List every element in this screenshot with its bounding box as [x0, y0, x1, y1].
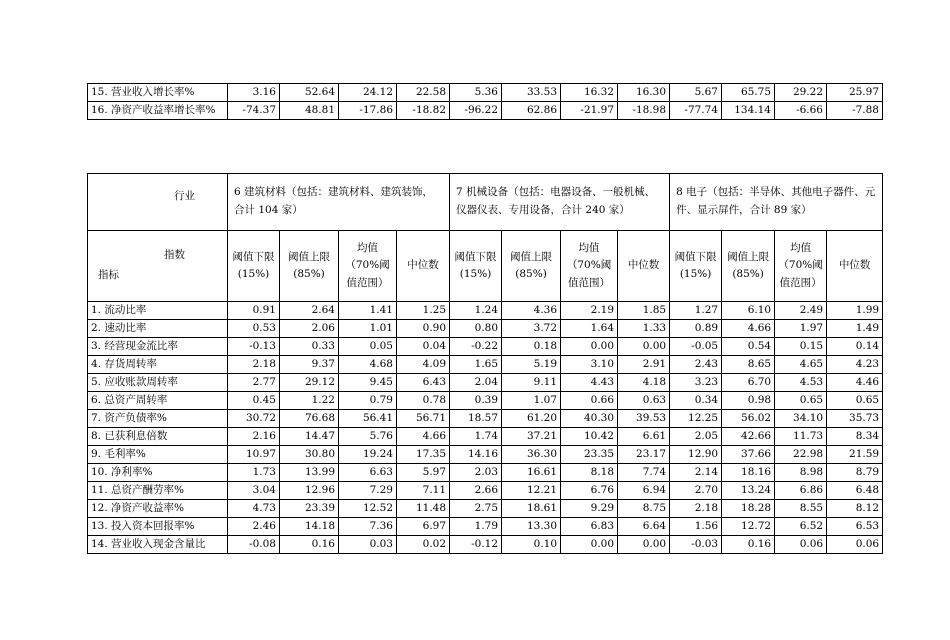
table-cell: 0.79 [339, 392, 397, 410]
table-cell: 6.48 [827, 482, 883, 500]
table-cell: 25.97 [827, 84, 883, 102]
table-cell: 7.11 [397, 482, 450, 500]
table-cell: 0.10 [502, 536, 561, 554]
table-cell: 1.07 [502, 392, 561, 410]
table-cell: 11.73 [775, 428, 827, 446]
table-cell: 10.42 [561, 428, 618, 446]
table-cell: 5.76 [339, 428, 397, 446]
table-cell: 37.21 [502, 428, 561, 446]
table-cell: 1.33 [618, 320, 670, 338]
table-cell: 1.79 [450, 518, 502, 536]
row-label: 14. 营业收入现金含量比 [88, 536, 228, 554]
table-cell: 1.49 [827, 320, 883, 338]
industry-header-8: 8 电子（包括：半导体、其他电子器件、元件、显示屏件，合计 89 家） [670, 174, 883, 231]
table-cell: 14.18 [280, 518, 339, 536]
table-cell: 0.14 [827, 338, 883, 356]
row-label: 3. 经营现金流比率 [88, 338, 228, 356]
table-cell: 2.46 [228, 518, 280, 536]
table-cell: 3.23 [670, 374, 722, 392]
table-cell: 0.90 [397, 320, 450, 338]
table-cell: 16.61 [502, 464, 561, 482]
column-subheader: 阈值下限(15%) [228, 231, 280, 302]
table-cell: 0.18 [502, 338, 561, 356]
table-cell: 9.37 [280, 356, 339, 374]
table-cell: 23.35 [561, 446, 618, 464]
table-cell: 22.58 [397, 84, 450, 102]
table-cell: 10.97 [228, 446, 280, 464]
row-label: 11. 总资产酬劳率% [88, 482, 228, 500]
row-label: 8. 已获利息倍数 [88, 428, 228, 446]
table-cell: 18.28 [722, 500, 775, 518]
table-cell: 13.99 [280, 464, 339, 482]
table-cell: 1.01 [339, 320, 397, 338]
industry-header-row [88, 174, 883, 231]
table-cell: 0.89 [670, 320, 722, 338]
table-cell: -0.12 [450, 536, 502, 554]
table-cell: 6.86 [775, 482, 827, 500]
table-cell: 0.03 [339, 536, 397, 554]
column-subheader: 阈值上限(85%) [502, 231, 561, 302]
subheader-row [88, 231, 883, 302]
table-cell: 56.41 [339, 410, 397, 428]
table-cell: 1.74 [450, 428, 502, 446]
table-cell: 0.98 [722, 392, 775, 410]
row-label: 15. 营业收入增长率% [88, 84, 228, 102]
table-cell: 0.00 [561, 536, 618, 554]
table-cell: 0.54 [722, 338, 775, 356]
table-row [88, 428, 883, 446]
table-cell: 56.02 [722, 410, 775, 428]
table-cell: 2.16 [228, 428, 280, 446]
table-cell: 2.18 [670, 500, 722, 518]
table-cell: 1.99 [827, 302, 883, 320]
table-cell: 0.45 [228, 392, 280, 410]
table-cell: 4.09 [397, 356, 450, 374]
table-cell: 6.53 [827, 518, 883, 536]
table-cell: -21.97 [561, 102, 618, 120]
column-subheader: 均值（70%阈值范围） [561, 231, 618, 302]
table-cell: 5.67 [670, 84, 722, 102]
table-cell: 12.25 [670, 410, 722, 428]
table-cell: 2.06 [280, 320, 339, 338]
table-cell: 6.70 [722, 374, 775, 392]
row-label: 16. 净资产收益率增长率% [88, 102, 228, 120]
table-cell: 8.75 [618, 500, 670, 518]
continuation-table [87, 83, 883, 120]
row-label: 9. 毛利率% [88, 446, 228, 464]
table-cell: 0.06 [827, 536, 883, 554]
table-cell: 4.18 [618, 374, 670, 392]
table-cell: 8.98 [775, 464, 827, 482]
table-cell: 0.80 [450, 320, 502, 338]
table-row [88, 392, 883, 410]
table-cell: 4.43 [561, 374, 618, 392]
table-cell: 14.47 [280, 428, 339, 446]
table-row [88, 338, 883, 356]
table-cell: 3.04 [228, 482, 280, 500]
table-cell: -7.88 [827, 102, 883, 120]
table-cell: 24.12 [339, 84, 397, 102]
table-cell: 2.43 [670, 356, 722, 374]
industry-metrics-table [87, 173, 883, 554]
header-corner-industry [88, 174, 228, 231]
table-cell: 1.85 [618, 302, 670, 320]
table-cell: 37.66 [722, 446, 775, 464]
table-row [88, 464, 883, 482]
table-cell: 0.00 [561, 338, 618, 356]
table-cell: 39.53 [618, 410, 670, 428]
table-cell: 2.75 [450, 500, 502, 518]
header-corner-indicator [88, 231, 228, 302]
table-cell: 16.32 [561, 84, 618, 102]
table-cell: 76.68 [280, 410, 339, 428]
row-label: 4. 存货周转率 [88, 356, 228, 374]
table-cell: 4.65 [775, 356, 827, 374]
table-cell: 0.00 [618, 536, 670, 554]
table-row [88, 518, 883, 536]
table-cell: 62.86 [502, 102, 561, 120]
table-cell: 8.55 [775, 500, 827, 518]
table-cell: 30.80 [280, 446, 339, 464]
table-cell: 29.12 [280, 374, 339, 392]
table-cell: 12.90 [670, 446, 722, 464]
table-cell: 4.36 [502, 302, 561, 320]
table-cell: 2.04 [450, 374, 502, 392]
table-cell: 0.33 [280, 338, 339, 356]
table-cell: 6.63 [339, 464, 397, 482]
table-cell: 7.36 [339, 518, 397, 536]
table-cell: 1.65 [450, 356, 502, 374]
table-cell: -17.86 [339, 102, 397, 120]
table-cell: 6.61 [618, 428, 670, 446]
table-cell: 1.64 [561, 320, 618, 338]
table-row [88, 482, 883, 500]
table-cell: 7.29 [339, 482, 397, 500]
table-row [88, 302, 883, 320]
column-subheader: 中位数 [397, 231, 450, 302]
table-row [88, 102, 883, 120]
table-cell: 17.35 [397, 446, 450, 464]
table-cell: 0.15 [775, 338, 827, 356]
column-subheader: 均值（70%阈值范围） [775, 231, 827, 302]
table-cell: 0.16 [280, 536, 339, 554]
table-cell: 6.64 [618, 518, 670, 536]
table-cell: 1.73 [228, 464, 280, 482]
table-cell: 2.14 [670, 464, 722, 482]
table-cell: 2.05 [670, 428, 722, 446]
table-cell: 1.41 [339, 302, 397, 320]
corner-indicator-label: 指数 [164, 249, 185, 261]
table-cell: 6.97 [397, 518, 450, 536]
table-cell: 0.65 [775, 392, 827, 410]
row-label: 7. 资产负债率% [88, 410, 228, 428]
table-cell: 1.27 [670, 302, 722, 320]
table-cell: 40.30 [561, 410, 618, 428]
table-cell: 12.21 [502, 482, 561, 500]
table-cell: 5.19 [502, 356, 561, 374]
table-cell: 0.91 [228, 302, 280, 320]
table-cell: 0.02 [397, 536, 450, 554]
table-cell: 21.59 [827, 446, 883, 464]
table-cell: 23.17 [618, 446, 670, 464]
table-cell: -18.98 [618, 102, 670, 120]
row-label: 1. 流动比率 [88, 302, 228, 320]
table-cell: 16.30 [618, 84, 670, 102]
table-cell: 22.98 [775, 446, 827, 464]
table-cell: 1.97 [775, 320, 827, 338]
industry-header-7: 7 机械设备（包括：电器设备、一般机械、仪器仪表、专用设备，合计 240 家） [450, 174, 670, 231]
table-cell: 0.00 [618, 338, 670, 356]
table-row [88, 536, 883, 554]
table-cell: 35.73 [827, 410, 883, 428]
table-cell: 23.39 [280, 500, 339, 518]
table-cell: 5.36 [450, 84, 502, 102]
table-cell: 0.04 [397, 338, 450, 356]
table-row [88, 410, 883, 428]
table-cell: 8.79 [827, 464, 883, 482]
table-cell: 3.72 [502, 320, 561, 338]
row-label: 5. 应收账款周转率 [88, 374, 228, 392]
table-cell: 8.34 [827, 428, 883, 446]
table-cell: 4.53 [775, 374, 827, 392]
column-subheader: 阈值下限(15%) [670, 231, 722, 302]
table-cell: 6.43 [397, 374, 450, 392]
table-cell: 18.16 [722, 464, 775, 482]
table-cell: 2.49 [775, 302, 827, 320]
table-cell: 4.23 [827, 356, 883, 374]
table-cell: -77.74 [670, 102, 722, 120]
table-row [88, 446, 883, 464]
table-cell: 0.63 [618, 392, 670, 410]
table-cell: -74.37 [228, 102, 280, 120]
table-cell: 8.18 [561, 464, 618, 482]
table-cell: 2.03 [450, 464, 502, 482]
table-cell: 5.97 [397, 464, 450, 482]
table-cell: 18.57 [450, 410, 502, 428]
table-cell: 9.45 [339, 374, 397, 392]
table-cell: 1.56 [670, 518, 722, 536]
table-cell: 19.24 [339, 446, 397, 464]
table-cell: 4.73 [228, 500, 280, 518]
table-cell: 14.16 [450, 446, 502, 464]
row-label: 6. 总资产周转率 [88, 392, 228, 410]
table-cell: 2.91 [618, 356, 670, 374]
column-subheader: 阈值上限(85%) [722, 231, 775, 302]
table-cell: 2.70 [670, 482, 722, 500]
column-subheader: 中位数 [827, 231, 883, 302]
table-cell: 61.20 [502, 410, 561, 428]
table-cell: 33.53 [502, 84, 561, 102]
table-cell: 0.53 [228, 320, 280, 338]
table-cell: 0.66 [561, 392, 618, 410]
table-cell: 0.16 [722, 536, 775, 554]
table-cell: 2.18 [228, 356, 280, 374]
column-subheader: 中位数 [618, 231, 670, 302]
row-label: 10. 净利率% [88, 464, 228, 482]
table-cell: 65.75 [722, 84, 775, 102]
column-subheader: 阈值下限(15%) [450, 231, 502, 302]
table-cell: 0.65 [827, 392, 883, 410]
table-cell: 1.25 [397, 302, 450, 320]
table-cell: 42.66 [722, 428, 775, 446]
table-cell: 1.22 [280, 392, 339, 410]
table-cell: 48.81 [280, 102, 339, 120]
table-cell: 0.39 [450, 392, 502, 410]
industry-header-6: 6 建筑材料（包括：建筑材料、建筑装饰，合计 104 家） [228, 174, 450, 231]
table-cell: 9.11 [502, 374, 561, 392]
table-cell: 12.96 [280, 482, 339, 500]
table-cell: 56.71 [397, 410, 450, 428]
table-cell: -0.03 [670, 536, 722, 554]
table-cell: 52.64 [280, 84, 339, 102]
table-row [88, 84, 883, 102]
table-cell: -0.05 [670, 338, 722, 356]
table-cell: -0.22 [450, 338, 502, 356]
table-cell: -0.13 [228, 338, 280, 356]
table-cell: -0.08 [228, 536, 280, 554]
table-cell: 6.52 [775, 518, 827, 536]
table-cell: -6.66 [775, 102, 827, 120]
row-label: 13. 投入资本回报率% [88, 518, 228, 536]
table-row [88, 500, 883, 518]
table-cell: 4.68 [339, 356, 397, 374]
table-cell: 9.29 [561, 500, 618, 518]
corner-industry-label: 行业 [174, 190, 195, 202]
table-cell: 4.66 [397, 428, 450, 446]
table-cell: 34.10 [775, 410, 827, 428]
table-cell: 8.12 [827, 500, 883, 518]
table-cell: 4.46 [827, 374, 883, 392]
table-cell: 18.61 [502, 500, 561, 518]
table-cell: 0.05 [339, 338, 397, 356]
table-cell: 13.30 [502, 518, 561, 536]
table-cell: 0.78 [397, 392, 450, 410]
table-cell: 12.52 [339, 500, 397, 518]
table-cell: 30.72 [228, 410, 280, 428]
table-cell: 0.06 [775, 536, 827, 554]
table-cell: 11.48 [397, 500, 450, 518]
table-cell: -96.22 [450, 102, 502, 120]
table-cell: 7.74 [618, 464, 670, 482]
table-cell: 4.66 [722, 320, 775, 338]
table-cell: 12.72 [722, 518, 775, 536]
table-cell: 6.94 [618, 482, 670, 500]
table-cell: 2.64 [280, 302, 339, 320]
table-row [88, 356, 883, 374]
table-cell: 0.34 [670, 392, 722, 410]
table-cell: 134.14 [722, 102, 775, 120]
table-cell: 1.24 [450, 302, 502, 320]
row-label: 2. 速动比率 [88, 320, 228, 338]
table-cell: 29.22 [775, 84, 827, 102]
table-cell: -18.82 [397, 102, 450, 120]
table-cell: 2.66 [450, 482, 502, 500]
table-cell: 6.83 [561, 518, 618, 536]
column-subheader: 阈值上限(85%) [280, 231, 339, 302]
table-cell: 8.65 [722, 356, 775, 374]
table-cell: 3.10 [561, 356, 618, 374]
table-cell: 6.10 [722, 302, 775, 320]
table-cell: 2.77 [228, 374, 280, 392]
table-cell: 13.24 [722, 482, 775, 500]
row-label: 12. 净资产收益率% [88, 500, 228, 518]
table-row [88, 320, 883, 338]
table-row [88, 374, 883, 392]
table-cell: 3.16 [228, 84, 280, 102]
table-cell: 6.76 [561, 482, 618, 500]
corner-metric-label: 指标 [98, 269, 119, 281]
column-subheader: 均值（70%阈值范围） [339, 231, 397, 302]
table-cell: 2.19 [561, 302, 618, 320]
table-cell: 36.30 [502, 446, 561, 464]
